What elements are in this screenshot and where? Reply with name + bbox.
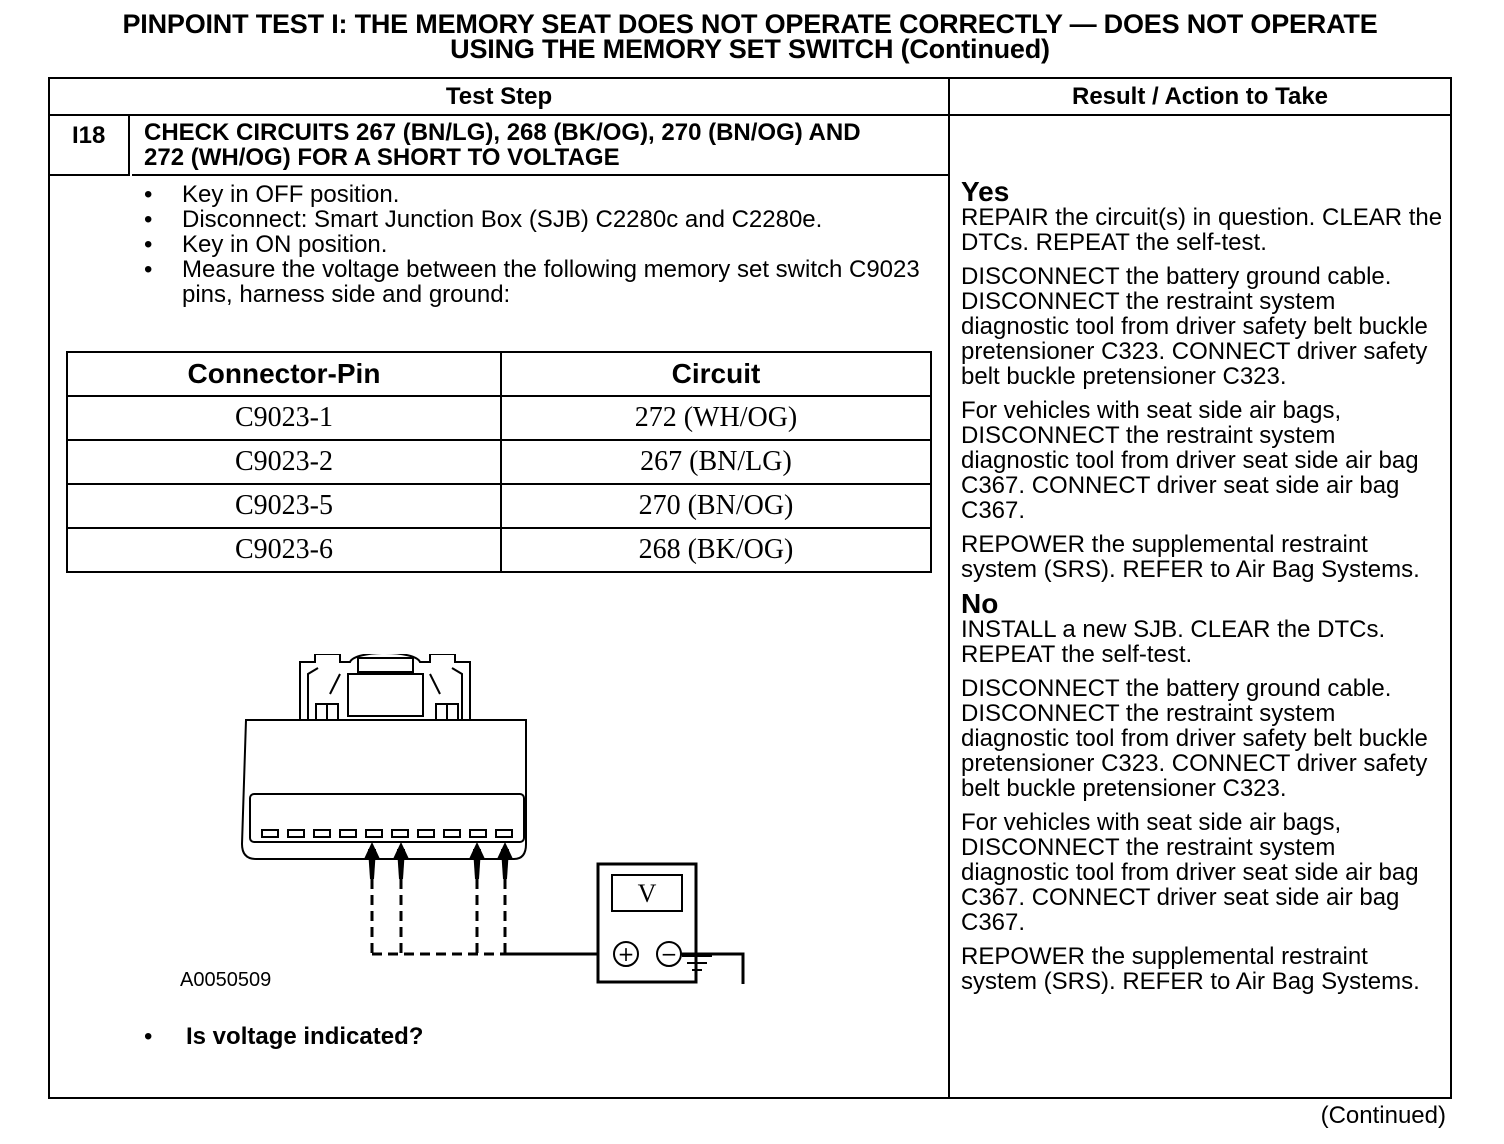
step-title-line-2: 272 (WH/OG) FOR A SHORT TO VOLTAGE [144, 144, 620, 171]
connector-pin-cell: C9023-5 [67, 484, 501, 528]
meter-symbol: V [637, 879, 657, 908]
title-line-2: USING THE MEMORY SET SWITCH (Continued) [450, 34, 1050, 64]
plus-symbol: + [617, 942, 635, 966]
yes-action: REPAIR the circuit(s) in question. CLEAR the DTCs. REPEAT the self-test. [961, 204, 1443, 256]
question-text: Is voltage indicated? [186, 1023, 424, 1050]
no-label: No [961, 588, 999, 619]
step-title-line-1: CHECK CIRCUITS 267 (BN/LG), 268 (BK/OG), 270 (BN/OG) AND [144, 119, 861, 146]
column-divider [948, 114, 950, 1097]
ground-symbol-icon [678, 954, 718, 978]
step-title [132, 116, 948, 176]
voltmeter-connector-diagram [240, 654, 760, 984]
instruction-item: • Measure the voltage between the following memory set switch C9023 pins, harness side and ground: [140, 257, 940, 307]
circuit-cell: 270 (BN/OG) [501, 484, 931, 528]
instruction-item: • Disconnect: Smart Junction Box (SJB) C2280c and C2280e. [140, 207, 940, 232]
table-row [67, 484, 931, 528]
step-id: I18 [50, 116, 130, 176]
figure-id: A0050509 [180, 969, 272, 991]
connector-icon [242, 654, 526, 859]
yes-action: REPOWER the supplemental restraint system (SRS). REFER to Air Bag Systems. [961, 531, 1420, 583]
step-question [144, 1023, 423, 1051]
no-action: DISCONNECT the battery ground cable. DISCONNECT the restraint system diagnostic tool from driver safety belt buckle pretensioner C323. CONNECT driver safety belt buckle pretensioner C323. [961, 675, 1428, 802]
no-action: INSTALL a new SJB. CLEAR the DTCs. REPEAT the self-test. [961, 616, 1386, 668]
table-row [67, 396, 931, 440]
table-row [67, 528, 931, 572]
no-action: For vehicles with seat side air bags, DISCONNECT the restraint system diagnostic tool from driver seat side air bag C367. CONNECT driver seat side air bag C367. [961, 809, 1419, 936]
title-line-1: PINPOINT TEST I: THE MEMORY SEAT DOES NOT OPERATE CORRECTLY — DOES NOT OPERATE [122, 9, 1378, 39]
connector-pin-table [66, 351, 932, 573]
no-action: REPOWER the supplemental restraint system (SRS). REFER to Air Bag Systems. [961, 943, 1420, 995]
continued-label: (Continued) [1320, 1102, 1446, 1129]
circuit-cell: 272 (WH/OG) [501, 396, 931, 440]
instruction-item: • Key in ON position. [140, 232, 940, 257]
minus-symbol: − [660, 942, 678, 966]
result-actions [961, 176, 1443, 1003]
page-title [50, 9, 1450, 64]
circuit-cell: 268 (BK/OG) [501, 528, 931, 572]
connector-pin-cell: C9023-1 [67, 396, 501, 440]
step-instructions [140, 182, 940, 307]
connector-pin-cell: C9023-6 [67, 528, 501, 572]
table-header-row [67, 352, 931, 396]
circuit-header: Circuit [501, 352, 931, 396]
yes-label: Yes [961, 176, 1010, 207]
bullet-icon: • [144, 1023, 153, 1050]
connector-pin-cell: C9023-2 [67, 440, 501, 484]
yes-action: For vehicles with seat side air bags, DISCONNECT the restraint system diagnostic tool from driver seat side air bag C367. CONNECT driver seat side air bag C367. [961, 397, 1419, 524]
instruction-item: • Key in OFF position. [140, 182, 940, 207]
circuit-cell: 267 (BN/LG) [501, 440, 931, 484]
connector-pin-header: Connector-Pin [67, 352, 501, 396]
test-step-header: Test Step [50, 79, 950, 116]
yes-action: DISCONNECT the battery ground cable. DISCONNECT the restraint system diagnostic tool from driver safety belt buckle pretensioner C323. CONNECT driver safety belt buckle pretensioner C323. [961, 263, 1428, 390]
pinpoint-test-table [48, 77, 1452, 1099]
result-header: Result / Action to Take [950, 79, 1450, 116]
table-row [67, 440, 931, 484]
